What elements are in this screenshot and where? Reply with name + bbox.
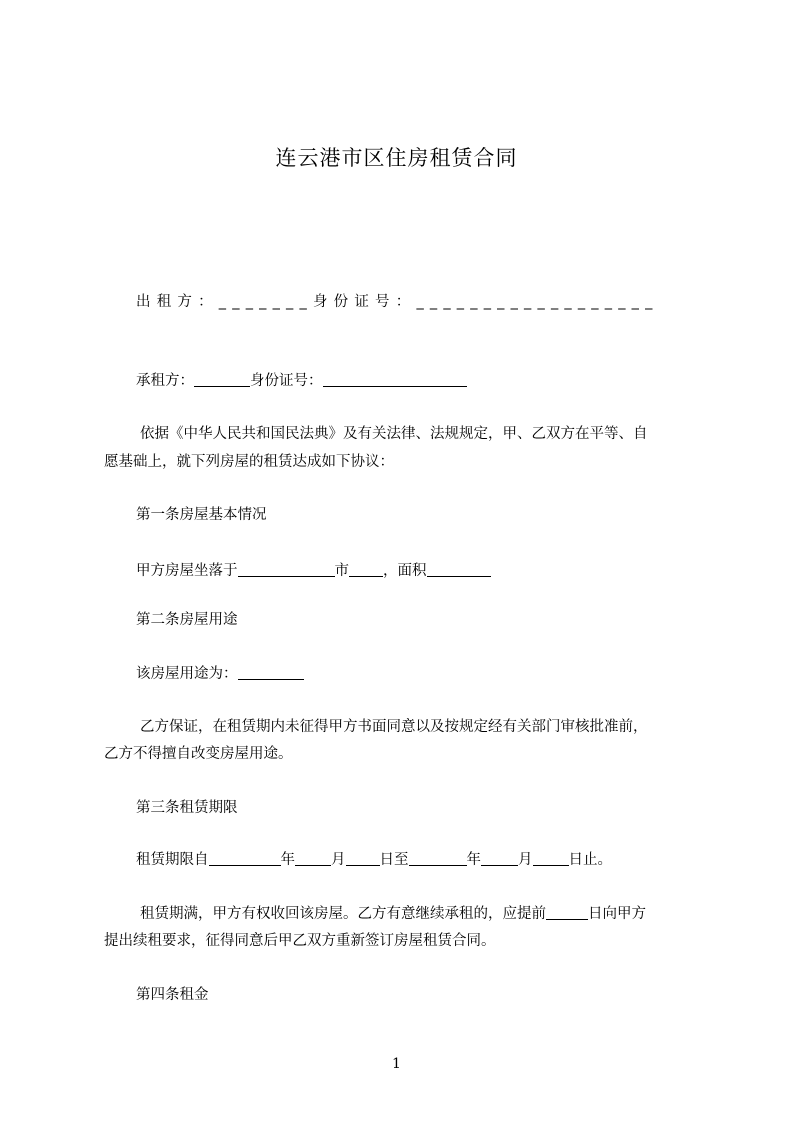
end-year-blank <box>409 851 467 866</box>
renewal-days-blank <box>546 905 588 920</box>
renewal-text-b: 日向甲方 <box>588 906 646 922</box>
lessor-line: 出租方：_______身份证号：__________________ <box>136 294 659 310</box>
start-month-blank <box>295 851 331 866</box>
year-label-1: 年 <box>280 852 295 868</box>
lessee-name-blank <box>194 372 250 387</box>
article3-term-line <box>136 850 612 870</box>
end-month-blank <box>481 851 518 866</box>
area-label: ，面积 <box>383 563 427 579</box>
day-to-label: 日至 <box>379 852 409 868</box>
day-end-label: 日止。 <box>568 852 612 868</box>
lessee-id-blank <box>323 372 467 387</box>
lessee-id-label: 身份证号： <box>250 373 323 389</box>
lessee-label: 承租方： <box>136 373 194 389</box>
city-label: 市 <box>334 563 349 579</box>
month-label-2: 月 <box>518 852 533 868</box>
preamble-line-1: 依据《中华人民共和国民法典》及有关法律、法规规定，甲、乙双方在平等、自 <box>140 426 648 442</box>
article2-usage-line <box>136 664 304 684</box>
page-number: 1 <box>392 1056 401 1072</box>
month-label-1: 月 <box>331 852 346 868</box>
area-blank <box>427 562 491 577</box>
city-blank <box>349 562 383 577</box>
start-year-blank <box>209 851 281 866</box>
article4-heading: 第四条租金 <box>136 987 209 1003</box>
article3-renewal-line-1 <box>140 904 646 924</box>
preamble-line-2: 愿基础上，就下列房屋的租赁达成如下协议： <box>104 454 394 470</box>
usage-blank <box>238 665 304 680</box>
article2-guarantee-line-2: 乙方不得擅自改变房屋用途。 <box>104 746 293 762</box>
year-label-2: 年 <box>466 852 481 868</box>
renewal-text-a: 租赁期满，甲方有权收回该房屋。乙方有意继续承租的，应提前 <box>140 906 546 922</box>
article1-heading: 第一条房屋基本情况 <box>136 507 267 523</box>
article2-heading: 第二条房屋用途 <box>136 612 238 628</box>
article1-location-line <box>136 561 491 581</box>
usage-label: 该房屋用途为： <box>136 666 238 682</box>
document-title: 连云港市区住房租赁合同 <box>275 146 518 170</box>
article2-guarantee-line-1: 乙方保证，在租赁期内未征得甲方书面同意以及按规定经有关部门审核批准前， <box>140 719 648 735</box>
article3-heading: 第三条租赁期限 <box>136 800 238 816</box>
article3-renewal-line-2: 提出续租要求，征得同意后甲乙双方重新签订房屋租赁合同。 <box>104 933 496 949</box>
start-day-blank <box>346 851 380 866</box>
end-day-blank <box>533 851 569 866</box>
term-start-label: 租赁期限自 <box>136 852 209 868</box>
lessee-line <box>136 371 467 391</box>
location-label: 甲方房屋坐落于 <box>136 563 238 579</box>
location-blank <box>238 562 335 577</box>
